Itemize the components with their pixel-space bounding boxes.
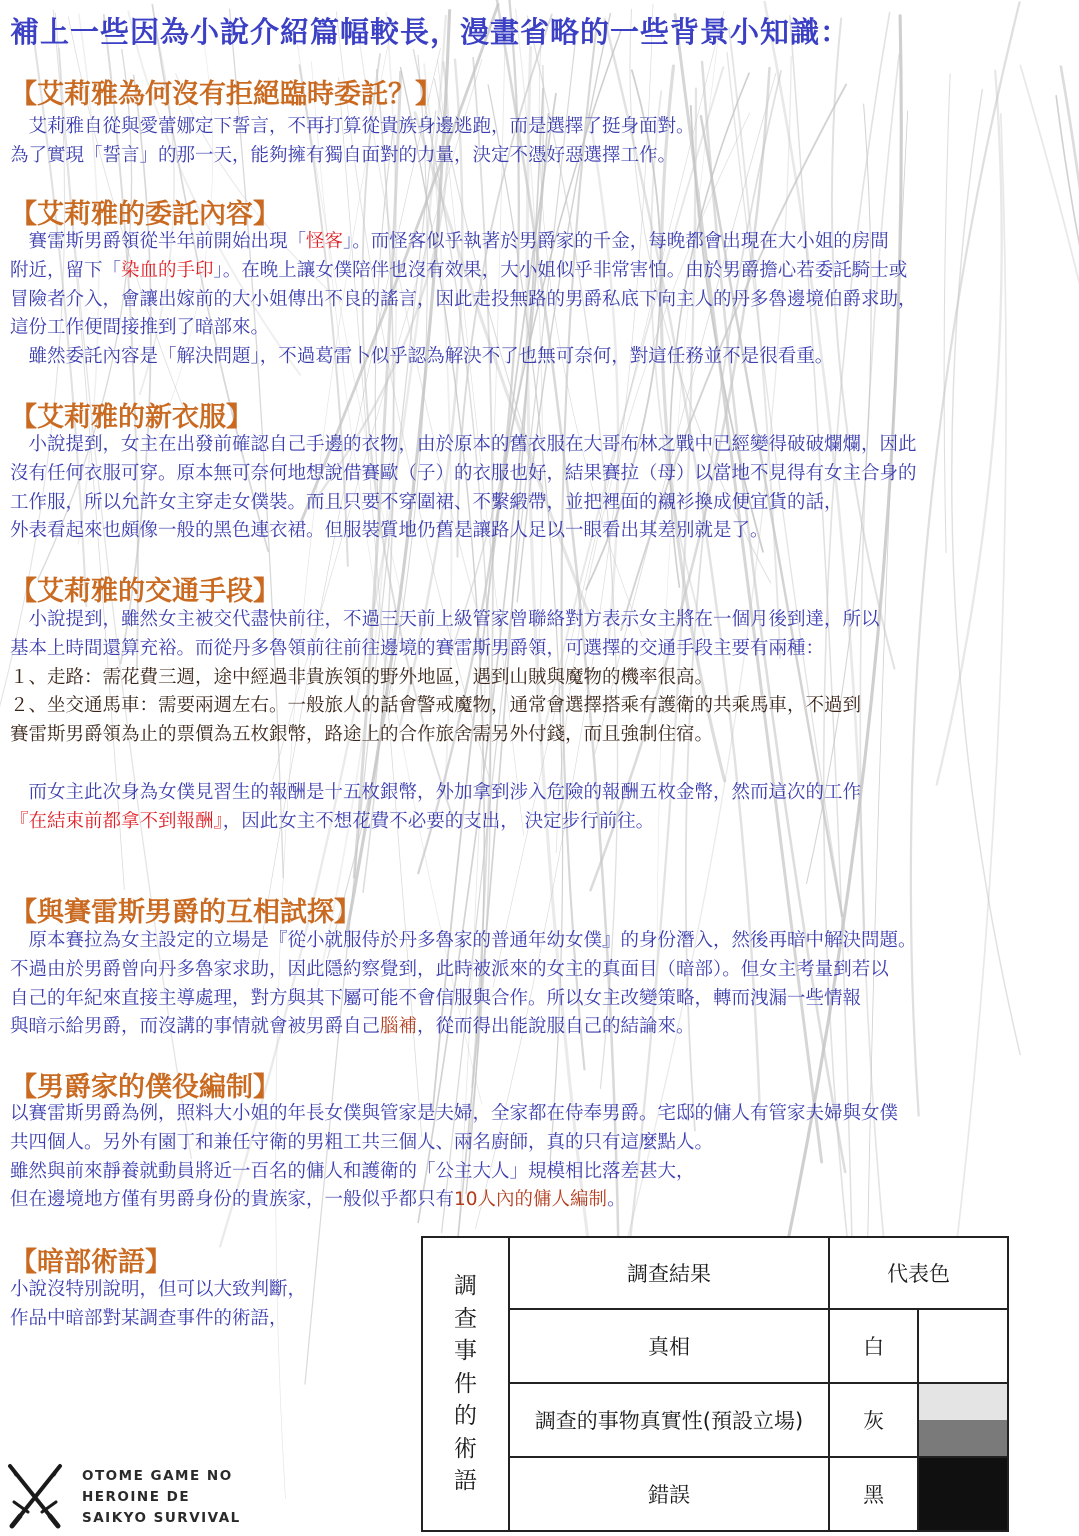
side-label-char: 查 — [453, 1305, 477, 1332]
section-body-new-clothes — [10, 431, 1072, 546]
text-line — [10, 517, 1072, 546]
crossed-swords-icon — [4, 1462, 66, 1530]
section-body-terms — [10, 1276, 410, 1334]
text-line — [10, 927, 1072, 956]
text-line — [10, 257, 1072, 286]
text-line — [10, 692, 1072, 721]
side-label-char: 事 — [453, 1338, 477, 1365]
text-segment: 但在邊境地方僅有男爵身份的貴族家，一般似乎都只有 — [10, 1189, 455, 1211]
text-segment: 艾莉雅自從與愛蕾娜定下誓言，不再打算從貴族身邊逃跑，而是選擇了挺身面對。 — [10, 116, 695, 137]
text-segment: ２、坐交通馬車：需要兩週左右。一般旅人的話會警戒魔物，通常會選擇搭乘有護衛的共乘馬車，不過到 — [10, 695, 862, 717]
text-line — [10, 635, 1072, 664]
text-line — [10, 460, 1072, 489]
text-segment: 小說提到，女主在出發前確認自己手邊的衣物，由於原本的舊衣服在大哥布林之戰中已經變得破破爛爛，因此 — [10, 434, 917, 455]
text-segment: 賽雷斯男爵領為止的票價為五枚銀幣，路途上的合作旅舍需另外付錢，而且強制住宿。 — [10, 724, 714, 746]
text-segment: ，因此女主不想花費不必要的支出， 決定步行前往。 — [222, 810, 655, 832]
text-line — [10, 343, 1072, 372]
section-heading-commission: 【艾莉雅的委託內容】 — [10, 199, 280, 230]
header-color: 代表色 — [829, 1237, 1008, 1309]
text-line — [10, 1305, 410, 1334]
text-segment: 腦補 — [380, 1016, 418, 1038]
series-logo-text — [82, 1466, 241, 1529]
swatch-band — [919, 1420, 1007, 1456]
section-body-probing — [10, 927, 1072, 1042]
text-line — [10, 113, 1072, 142]
text-segment: 小說沒特別說明，但可以大致判斷， — [10, 1279, 307, 1300]
section-heading-new-clothes: 【艾莉雅的新衣服】 — [10, 402, 253, 433]
text-segment: 『在結束前都拿不到報酬』 — [10, 810, 223, 832]
row-result: 調查的事物真實性(預設立場) — [509, 1383, 829, 1457]
table-row — [422, 1457, 1008, 1531]
text-segment: 雖然與前來靜養就動員將近一百名的傭人和護衛的「公主大人」規模相比落差甚大， — [10, 1160, 695, 1182]
logo-line: OTOME GAME NO — [82, 1468, 233, 1484]
text-segment: ，從而得出能說服自己的結論來。 — [417, 1016, 695, 1038]
color-swatch — [918, 1309, 1008, 1383]
text-segment: 原本賽拉為女主設定的立場是『從小就服侍於丹多魯家的普通年幼女僕』的身份潛入，然後再暗中解決問題。 — [10, 930, 917, 951]
section-heading-probing: 【與賽雷斯男爵的互相試探】 — [10, 897, 361, 928]
text-segment: 與暗示給男爵，而沒講的事情就會被男爵自己 — [10, 1016, 381, 1038]
logo-line: SAIKYO SURVIVAL — [82, 1510, 241, 1526]
section-heading-transport: 【艾莉雅的交通手段】 — [10, 576, 280, 607]
text-segment: 沒有任何衣服可穿。原本無可奈何地想說借賽歐（子）的衣服也好，結果賽拉（母）以當地不見得有女主合身的 — [10, 462, 917, 484]
text-line — [10, 721, 1072, 750]
text-line — [10, 1276, 410, 1305]
text-line — [10, 1013, 1072, 1042]
table-row — [422, 1309, 1008, 1383]
side-label-char: 件 — [453, 1370, 477, 1397]
text-segment: 以賽雷斯男爵為例，照料大小姐的年長女僕與管家是夫婦，全家都在侍奉男爵。宅邸的傭人有管家夫婦與女僕 — [10, 1103, 899, 1124]
text-segment: 外表看起來也頗像一般的黑色連衣裙。但服裝質地仍舊是讓路人足以一眼看出其差別就是了。 — [10, 520, 769, 542]
side-label-char: 語 — [453, 1468, 477, 1495]
side-label-char: 的 — [453, 1403, 477, 1430]
text-line — [10, 286, 1072, 315]
swatch-band — [919, 1384, 1007, 1420]
section-heading-servants: 【男爵家的僕役編制】 — [10, 1072, 280, 1103]
text-segment: 」。在晚上讓女僕陪伴也沒有效果，大小姐似乎非常害怕。由於男爵擔心若委託騎士或 — [213, 259, 908, 281]
side-label-char: 術 — [453, 1435, 477, 1462]
text-line — [10, 750, 1072, 779]
row-result: 真相 — [509, 1309, 829, 1383]
text-line — [10, 228, 1072, 257]
section-body-refusal — [10, 113, 1072, 171]
row-result: 錯誤 — [509, 1457, 829, 1531]
text-line — [10, 142, 1072, 171]
text-segment: 怪客 — [306, 231, 344, 252]
text-line — [10, 808, 1072, 837]
investigation-term-table — [421, 1236, 1009, 1532]
text-line — [10, 1100, 1072, 1129]
text-segment: 」。而怪客似乎執著於男爵家的千金，每晚都會出現在大小姐的房間 — [343, 231, 889, 252]
text-segment: 而女主此次身為女僕見習生的報酬是十五枚銀幣，外加拿到涉入危險的報酬五枚金幣，然而這次的工作 — [10, 781, 862, 803]
text-line — [10, 985, 1072, 1014]
text-segment: 冒險者介入，會讓出嫁前的大小姐傳出不良的謠言，因此走投無路的男爵私底下向主人的丹多魯邊境伯爵求助， — [10, 288, 917, 310]
text-segment: 作品中暗部對某調查事件的術語， — [10, 1307, 288, 1329]
text-line — [10, 1129, 1072, 1158]
swatch-band — [919, 1310, 1007, 1382]
text-line — [10, 314, 1072, 343]
text-segment: １、走路：需花費三週，途中經過非貴族領的野外地區，遇到山賊與魔物的機率很高。 — [10, 666, 714, 688]
text-segment: 不過由於男爵曾向丹多魯家求助，因此隱約察覺到，此時被派來的女主的真面目（暗部）。但女主考量到若以 — [10, 958, 889, 980]
text-line — [10, 1186, 1072, 1215]
section-body-transport — [10, 606, 1072, 836]
text-segment: 雖然委託內容是「解決問題」，不過葛雷卜似乎認為解決不了也無可奈何，對這任務並不是很看重。 — [10, 346, 834, 368]
page-title: 補上一些因為小說介紹篇幅較長，漫畫省略的一些背景小知識： — [10, 15, 851, 49]
logo-line: HEROINE DE — [82, 1489, 191, 1505]
text-segment: 。 — [607, 1189, 626, 1211]
text-segment: 賽雷斯男爵領從半年前開始出現「 — [10, 231, 307, 252]
text-segment: 基本上時間還算充裕。而從丹多魯領前往前往邊境的賽雷斯男爵領，可選擇的交通手段主要有兩種： — [10, 637, 825, 659]
row-color-name: 灰 — [829, 1383, 918, 1457]
color-swatch — [918, 1383, 1008, 1457]
section-heading-terms: 【暗部術語】 — [10, 1247, 172, 1278]
text-segment: 為了實現「誓言」的那一天，能夠擁有獨自面對的力量，決定不憑好惡選擇工作。 — [10, 144, 677, 166]
text-line — [10, 431, 1072, 460]
text-line — [10, 1158, 1072, 1187]
header-result: 調查結果 — [509, 1237, 829, 1309]
text-segment: 附近，留下「 — [10, 259, 122, 281]
text-segment: 10人內的傭人編制 — [454, 1189, 608, 1211]
row-color-name: 白 — [829, 1309, 918, 1383]
row-color-name: 黑 — [829, 1457, 918, 1531]
text-line — [10, 664, 1072, 693]
text-segment: 染血的手印 — [121, 259, 214, 281]
text-segment: 自己的年紀來直接主導處理，對方與其下屬可能不會信服與合作。所以女主改變策略，轉而洩漏一些情報 — [10, 987, 862, 1009]
text-segment: 這份工作便間接推到了暗部來。 — [10, 317, 270, 339]
text-line — [10, 606, 1072, 635]
table-row — [422, 1383, 1008, 1457]
table-side-label — [422, 1237, 509, 1531]
text-segment: 工作服，所以允許女主穿走女僕裝。而且只要不穿圍裙、不繫緞帶，並把裡面的襯衫換成便宜貨的話， — [10, 491, 843, 513]
text-line — [10, 779, 1072, 808]
swatch-band — [919, 1458, 1007, 1530]
text-line — [10, 956, 1072, 985]
color-swatch — [918, 1457, 1008, 1531]
section-heading-refusal: 【艾莉雅為何沒有拒絕臨時委託？】 — [10, 79, 442, 110]
section-body-servants — [10, 1100, 1072, 1215]
section-body-commission — [10, 228, 1072, 372]
text-segment: 共四個人。另外有園丁和兼任守衛的男粗工共三個人、兩名廚師，真的只有這麼點人。 — [10, 1131, 714, 1153]
text-line — [10, 489, 1072, 518]
side-label-char: 調 — [453, 1273, 477, 1300]
text-segment: 小說提到，雖然女主被交代盡快前往，不過三天前上級管家曾聯絡對方表示女主將在一個月後到達，所以 — [10, 609, 880, 630]
